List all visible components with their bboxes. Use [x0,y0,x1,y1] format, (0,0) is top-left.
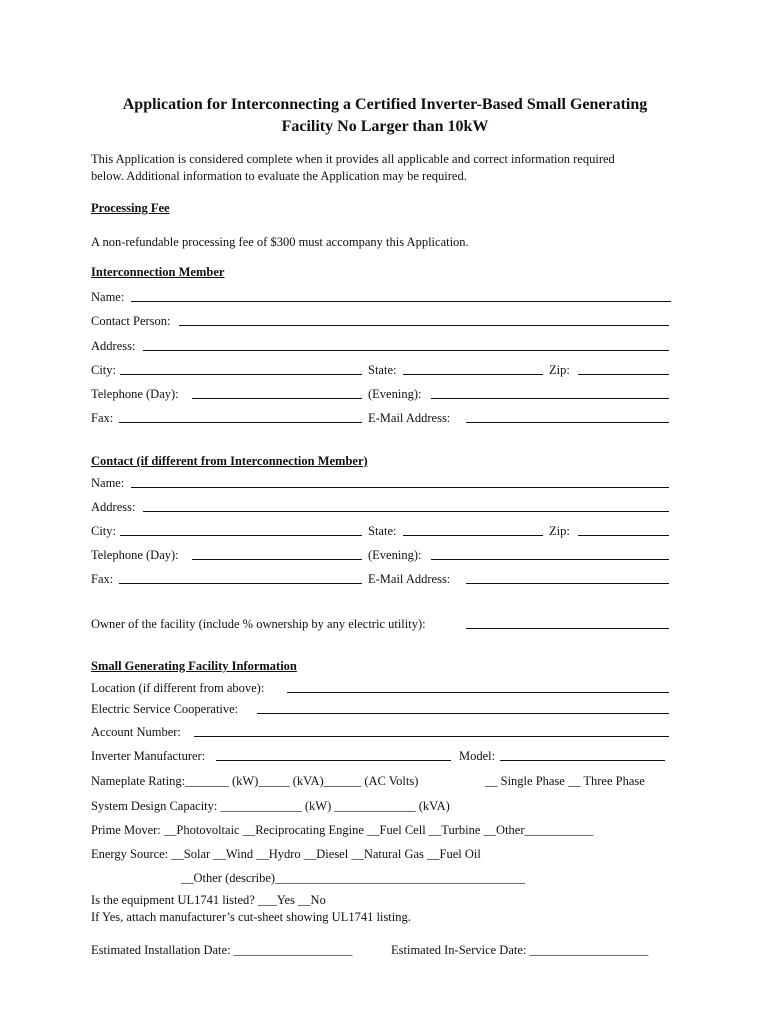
member-city-field[interactable] [120,374,362,375]
in-service-date-field[interactable]: Estimated In-Service Date: ___________________ [391,943,649,957]
member-evening-field[interactable] [431,398,669,399]
contact-state-label: State: [368,524,397,538]
facility-info-heading: Small Generating Facility Information [91,659,297,673]
member-city-label: City: [91,363,117,377]
account-row [91,723,671,741]
member-name-field[interactable] [131,301,671,302]
nameplate-row [91,772,671,790]
contact-fax-field[interactable] [119,583,362,584]
ul-listed-question[interactable]: Is the equipment UL1741 listed? ___Yes __No [91,893,326,907]
prime-mover-row [91,821,671,839]
contact-email-label: E-Mail Address: [368,572,451,586]
contact-name-field[interactable] [131,487,669,488]
contact-heading-suffix: (if different from Interconnection Member) [133,454,368,468]
owner-row [91,615,671,633]
dates-row [91,941,671,959]
contact-zip-label: Zip: [549,524,570,538]
inverter-row [91,747,671,765]
account-field[interactable] [194,736,669,737]
member-zip-field[interactable] [578,374,669,375]
intro-line-1: This Application is considered complete when it provides all applicable and correct information required [91,152,615,166]
owner-label: Owner of the facility (include % ownership by any electric utility): [91,617,426,631]
contact-address-label: Address: [91,500,136,514]
member-telephone-row [91,385,671,403]
member-address-row [91,337,671,355]
interconnection-member-heading: Interconnection Member [91,265,225,279]
contact-city-label: City: [91,524,117,538]
contact-telephone-day-label: Telephone (Day): [91,548,179,562]
member-address-label: Address: [91,339,136,353]
contact-city-field[interactable] [120,535,362,536]
member-telephone-day-field[interactable] [192,398,362,399]
account-label: Account Number: [91,725,181,739]
installation-date-field[interactable]: Estimated Installation Date: ___________________ [91,943,353,957]
member-name-row [91,288,671,306]
nameplate-rating-line[interactable]: Nameplate Rating:_______ (kW)_____ (kVA)______ (AC Volts) [91,774,419,788]
member-state-field[interactable] [403,374,543,375]
member-contact-person-label: Contact Person: [91,314,171,328]
contact-fax-label: Fax: [91,572,114,586]
cooperative-row [91,700,671,718]
ul-question-row [91,891,671,909]
contact-heading-label: Contact [91,454,134,468]
system-capacity-line[interactable]: System Design Capacity: _____________ (kW) _____________ (kVA) [91,799,450,813]
contact-fax-row [91,570,671,588]
member-telephone-day-label: Telephone (Day): [91,387,179,401]
member-evening-label: (Evening): [368,387,422,401]
contact-name-row [91,474,671,492]
model-label: Model: [459,749,496,763]
contact-evening-label: (Evening): [368,548,422,562]
contact-name-label: Name: [91,476,125,490]
title-line-2: Facility No Larger than 10kW [281,118,489,135]
location-field[interactable] [287,692,669,693]
member-city-row [91,361,671,379]
owner-field[interactable] [466,628,669,629]
location-label: Location (if different from above): [91,681,265,695]
model-field[interactable] [500,760,665,761]
member-zip-label: Zip: [549,363,570,377]
contact-telephone-day-field[interactable] [192,559,362,560]
member-name-label: Name: [91,290,125,304]
processing-fee-text: A non-refundable processing fee of $300 must accompany this Application. [91,235,469,249]
contact-telephone-row [91,546,671,564]
processing-fee-heading: Processing Fee [91,201,170,215]
member-fax-row [91,409,671,427]
contact-email-field[interactable] [466,583,669,584]
member-state-label: State: [368,363,397,377]
form-title [60,94,710,138]
other-describe-row [91,869,671,887]
member-contact-person-row [91,312,671,330]
member-fax-label: Fax: [91,411,114,425]
title-line-1: Application for Interconnecting a Certified Inverter-Based Small Generating [122,96,648,113]
ul-listing-note: If Yes, attach manufacturer’s cut-sheet showing UL1741 listing. [91,910,411,924]
inverter-manufacturer-label: Inverter Manufacturer: [91,749,206,763]
intro-line-2: below. Additional information to evaluate the Application may be required. [91,169,467,183]
member-address-field[interactable] [143,350,669,351]
inverter-manufacturer-field[interactable] [216,760,451,761]
prime-mover-options[interactable]: Prime Mover: __Photovoltaic __Reciprocating Engine __Fuel Cell __Turbine __Other___________ [91,823,594,837]
contact-state-field[interactable] [403,535,543,536]
contact-city-row [91,522,671,540]
member-email-field[interactable] [466,422,669,423]
contact-evening-field[interactable] [431,559,669,560]
contact-heading [91,454,368,469]
other-describe-field[interactable]: __Other (describe)________________________________________ [181,871,526,885]
energy-source-row [91,845,671,863]
intro-paragraph [91,151,681,185]
contact-address-row [91,498,671,516]
energy-source-options[interactable]: Energy Source: __Solar __Wind __Hydro __Diesel __Natural Gas __Fuel Oil [91,847,481,861]
member-fax-field[interactable] [119,422,362,423]
member-contact-person-field[interactable] [179,325,669,326]
contact-address-field[interactable] [143,511,669,512]
location-row [91,679,671,697]
member-email-label: E-Mail Address: [368,411,451,425]
ul-note-row [91,908,671,926]
contact-zip-field[interactable] [578,535,669,536]
system-capacity-row [91,797,671,815]
phase-options[interactable]: __ Single Phase __ Three Phase [485,774,645,788]
cooperative-field[interactable] [257,713,669,714]
cooperative-label: Electric Service Cooperative: [91,702,239,716]
